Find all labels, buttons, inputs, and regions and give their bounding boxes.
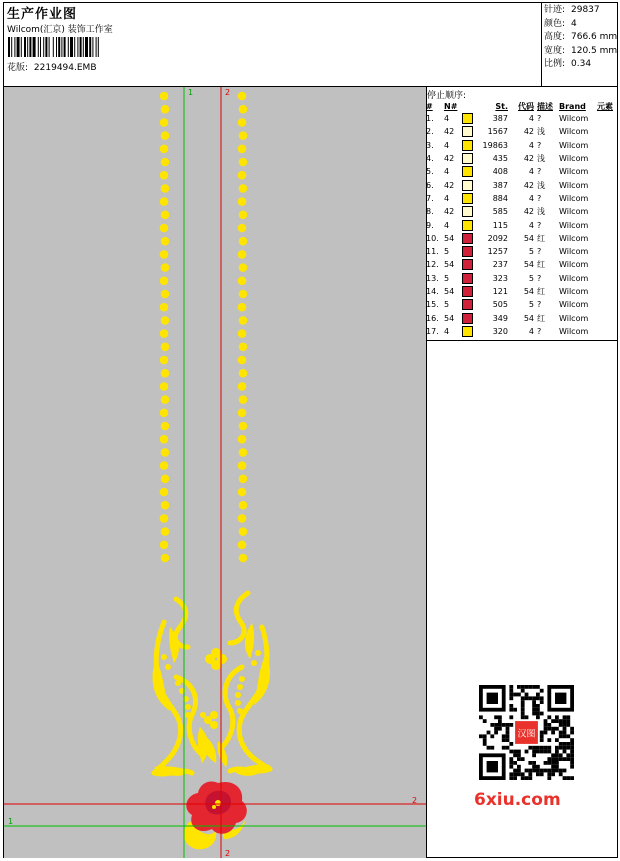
cell-idx: 14.	[426, 287, 439, 296]
table-divider	[427, 340, 618, 341]
table-row	[426, 258, 619, 271]
cell-st: 1257	[487, 247, 508, 257]
color-swatch	[462, 193, 473, 204]
spec-value: 4	[571, 18, 577, 29]
cell-element	[597, 298, 619, 311]
table-row	[426, 232, 619, 245]
cell-code: 54	[523, 313, 534, 323]
cell-st: 115	[492, 220, 508, 230]
cell-idx: 2.	[426, 127, 434, 137]
cell-element	[597, 325, 619, 338]
color-swatch	[462, 220, 473, 231]
cell-brand: Wilcom	[559, 220, 589, 230]
table-row	[426, 285, 619, 298]
cell-element	[597, 285, 619, 298]
cell-element	[597, 125, 619, 138]
cell-brand: Wilcom	[559, 247, 589, 257]
cell-idx: 11.	[426, 247, 439, 257]
cell-element	[597, 205, 619, 218]
color-swatch	[462, 206, 473, 217]
barcode-icon	[8, 37, 141, 57]
spec-value: 0.34	[571, 59, 592, 69]
cell-st: 237	[492, 260, 508, 270]
color-swatch	[462, 259, 473, 270]
cell-st: 435	[492, 154, 508, 164]
cell-n: 5	[444, 273, 450, 283]
spec-row	[544, 4, 617, 18]
color-swatch	[462, 286, 473, 297]
cell-n: 4	[444, 326, 450, 336]
color-swatch-cell	[462, 325, 478, 338]
table-row	[426, 125, 619, 138]
spec-row	[544, 45, 617, 59]
cell-desc: ?	[537, 193, 542, 203]
axis-label: 2	[225, 849, 231, 858]
spec-value: 766.6 mm	[571, 32, 618, 42]
cell-code: 4	[528, 193, 534, 203]
cell-idx: 7.	[426, 193, 434, 203]
axis-label: 2	[225, 88, 231, 97]
cell-st: 387	[492, 180, 508, 190]
table-row	[426, 165, 619, 178]
qr-code-icon	[469, 681, 587, 785]
color-swatch	[462, 246, 473, 257]
header-vertical-divider	[541, 2, 542, 87]
cell-brand: Wilcom	[559, 300, 589, 310]
cell-code: 42	[523, 207, 534, 217]
cell-brand: Wilcom	[559, 207, 589, 217]
color-swatch	[462, 153, 473, 164]
cell-code: 5	[528, 300, 534, 310]
cell-n: 4	[444, 114, 450, 124]
color-swatch-cell	[462, 205, 478, 218]
column-header: 描述	[537, 101, 553, 111]
cell-idx: 13.	[426, 273, 439, 283]
cell-idx: 5.	[426, 167, 434, 177]
cell-st: 1567	[487, 127, 508, 137]
cell-element	[597, 245, 619, 258]
cell-desc: ?	[537, 140, 542, 150]
cell-n: 4	[444, 167, 450, 177]
color-swatch	[462, 313, 473, 324]
cell-n: 54	[444, 260, 455, 270]
cell-code: 42	[523, 127, 534, 137]
cell-desc: 红	[537, 233, 545, 243]
cell-brand: Wilcom	[559, 127, 589, 137]
cell-desc: ?	[537, 273, 542, 283]
bead-chains	[160, 92, 248, 563]
cell-n: 4	[444, 193, 450, 203]
qr-stamp-text: 汉图	[517, 729, 536, 740]
color-swatch	[462, 126, 473, 137]
design-file-name: 2219494.EMB	[33, 63, 97, 73]
cell-element	[597, 112, 619, 125]
table-row	[426, 205, 619, 218]
thread-table	[426, 100, 619, 338]
cell-code: 42	[523, 154, 534, 164]
cell-code: 4	[528, 167, 534, 177]
cell-desc: ?	[537, 220, 542, 230]
table-row	[426, 139, 619, 152]
cell-element	[597, 152, 619, 165]
cell-n: 42	[444, 127, 455, 137]
cell-n: 54	[444, 233, 455, 243]
cell-element	[597, 311, 619, 324]
cell-brand: Wilcom	[559, 260, 589, 270]
cell-idx: 4.	[426, 154, 434, 164]
cell-element	[597, 218, 619, 231]
cell-desc: ?	[537, 247, 542, 257]
cell-st: 505	[492, 300, 508, 310]
cell-n: 42	[444, 154, 455, 164]
table-row	[426, 298, 619, 311]
color-swatch-cell	[462, 112, 478, 125]
cell-element	[597, 258, 619, 271]
color-swatch	[462, 273, 473, 284]
cell-code: 5	[528, 273, 534, 283]
cell-code: 42	[523, 180, 534, 190]
table-row	[426, 218, 619, 231]
cell-n: 42	[444, 180, 455, 190]
cell-st: 323	[492, 273, 508, 283]
cell-st: 387	[492, 114, 508, 124]
cell-brand: Wilcom	[559, 193, 589, 203]
cell-code: 54	[523, 260, 534, 270]
cell-brand: Wilcom	[559, 287, 589, 296]
table-row	[426, 272, 619, 285]
cell-idx: 16.	[426, 313, 439, 323]
cell-desc: ?	[537, 326, 542, 336]
color-swatch-cell	[462, 258, 478, 271]
table-row	[426, 112, 619, 125]
cell-brand: Wilcom	[559, 114, 589, 124]
cell-n: 4	[444, 140, 450, 150]
cell-desc: 红	[537, 287, 545, 296]
spec-value: 120.5 mm	[571, 45, 618, 56]
color-swatch	[462, 326, 473, 337]
cell-code: 4	[528, 114, 534, 124]
cell-idx: 10.	[426, 233, 439, 243]
spec-label: 针迹:	[544, 5, 566, 15]
cell-element	[597, 272, 619, 285]
cell-desc: 红	[537, 313, 545, 323]
cell-st: 408	[492, 167, 508, 177]
cell-desc: 浅	[537, 154, 545, 164]
color-swatch-cell	[462, 272, 478, 285]
cell-brand: Wilcom	[559, 326, 589, 336]
column-header: St.	[495, 101, 508, 111]
cell-n: 4	[444, 220, 450, 230]
cell-desc: 红	[537, 260, 545, 270]
spec-label: 颜色:	[544, 18, 566, 29]
cell-code: 5	[528, 247, 534, 257]
design-canvas[interactable]	[4, 87, 426, 858]
spec-row	[544, 31, 617, 45]
color-swatch-cell	[462, 232, 478, 245]
spec-value: 29837	[571, 5, 600, 15]
cell-desc: 浅	[537, 180, 545, 190]
table-row	[426, 178, 619, 191]
embroidery-design	[4, 87, 426, 858]
color-swatch	[462, 166, 473, 177]
cell-idx: 15.	[426, 300, 439, 310]
column-header: 代码	[518, 101, 534, 111]
color-swatch	[462, 233, 473, 244]
spec-panel	[544, 4, 617, 72]
color-swatch-cell	[462, 192, 478, 205]
cell-desc: ?	[537, 167, 542, 177]
cell-st: 884	[492, 193, 508, 203]
cell-st: 2092	[487, 233, 508, 243]
cell-idx: 8.	[426, 207, 434, 217]
cell-idx: 9.	[426, 220, 434, 230]
stop-sequence-title: 停止顺序:	[427, 91, 467, 101]
column-header-swatch	[462, 100, 478, 112]
cell-idx: 3.	[426, 140, 434, 150]
cell-brand: Wilcom	[559, 167, 589, 177]
axis-label: 1	[8, 817, 14, 826]
column-header: #	[426, 101, 433, 111]
column-header: 元素	[597, 101, 613, 111]
cell-n: 54	[444, 287, 455, 296]
cell-element	[597, 232, 619, 245]
color-swatch-cell	[462, 218, 478, 231]
table-row	[426, 311, 619, 324]
cell-element	[597, 178, 619, 191]
cell-brand: Wilcom	[559, 273, 589, 283]
cell-brand: Wilcom	[559, 180, 589, 190]
spec-row	[544, 18, 617, 32]
cell-n: 54	[444, 313, 455, 323]
color-swatch-cell	[462, 152, 478, 165]
cell-desc: 浅	[537, 127, 545, 137]
spec-row	[544, 58, 617, 72]
color-swatch-cell	[462, 285, 478, 298]
cell-brand: Wilcom	[559, 154, 589, 164]
cell-element	[597, 192, 619, 205]
cell-n: 5	[444, 300, 450, 310]
cell-idx: 12.	[426, 260, 439, 270]
cell-desc: ?	[537, 300, 542, 310]
cell-n: 5	[444, 247, 450, 257]
table-row	[426, 152, 619, 165]
cell-st: 320	[492, 326, 508, 336]
page-title: 生产作业图	[7, 7, 78, 22]
cell-element	[597, 139, 619, 152]
axis-label: 1	[188, 88, 194, 97]
cell-idx: 1.	[426, 114, 434, 124]
spec-label: 高度:	[544, 32, 566, 42]
color-swatch-cell	[462, 178, 478, 191]
table-row	[426, 192, 619, 205]
spec-label: 比例:	[544, 59, 566, 69]
table-row	[426, 325, 619, 338]
cell-st: 349	[492, 313, 508, 323]
design-file	[7, 60, 97, 73]
spec-label: 宽度:	[544, 45, 566, 56]
table-header-row	[426, 100, 619, 112]
cell-n: 42	[444, 207, 455, 217]
cell-desc: 浅	[537, 207, 545, 217]
cell-element	[597, 165, 619, 178]
color-swatch-cell	[462, 311, 478, 324]
cell-st: 585	[492, 207, 508, 217]
column-header: N#	[444, 101, 458, 111]
column-header: Brand	[559, 101, 586, 111]
axis-label: 2	[412, 796, 418, 805]
color-swatch-cell	[462, 125, 478, 138]
company-name: Wilcom(汇京) 装饰工作室	[7, 25, 113, 35]
color-swatch	[462, 180, 473, 191]
watermark-site: 6xiu.com	[474, 790, 561, 810]
cell-code: 54	[523, 233, 534, 243]
design-file-label: 花版:	[7, 63, 29, 73]
cell-code: 54	[523, 287, 534, 296]
color-swatch-cell	[462, 139, 478, 152]
color-swatch-cell	[462, 298, 478, 311]
cell-brand: Wilcom	[559, 313, 589, 323]
color-swatch-cell	[462, 165, 478, 178]
color-swatch-cell	[462, 245, 478, 258]
table-row	[426, 245, 619, 258]
cell-code: 4	[528, 140, 534, 150]
cell-code: 4	[528, 220, 534, 230]
cell-code: 4	[528, 326, 534, 336]
color-swatch	[462, 113, 473, 124]
cell-brand: Wilcom	[559, 233, 589, 243]
cell-brand: Wilcom	[559, 140, 589, 150]
cell-idx: 17.	[426, 326, 439, 336]
color-swatch	[462, 299, 473, 310]
cell-idx: 6.	[426, 180, 434, 190]
cell-desc: ?	[537, 114, 542, 124]
color-swatch	[462, 140, 473, 151]
cell-st: 121	[492, 287, 508, 296]
cell-st: 19863	[482, 140, 508, 150]
